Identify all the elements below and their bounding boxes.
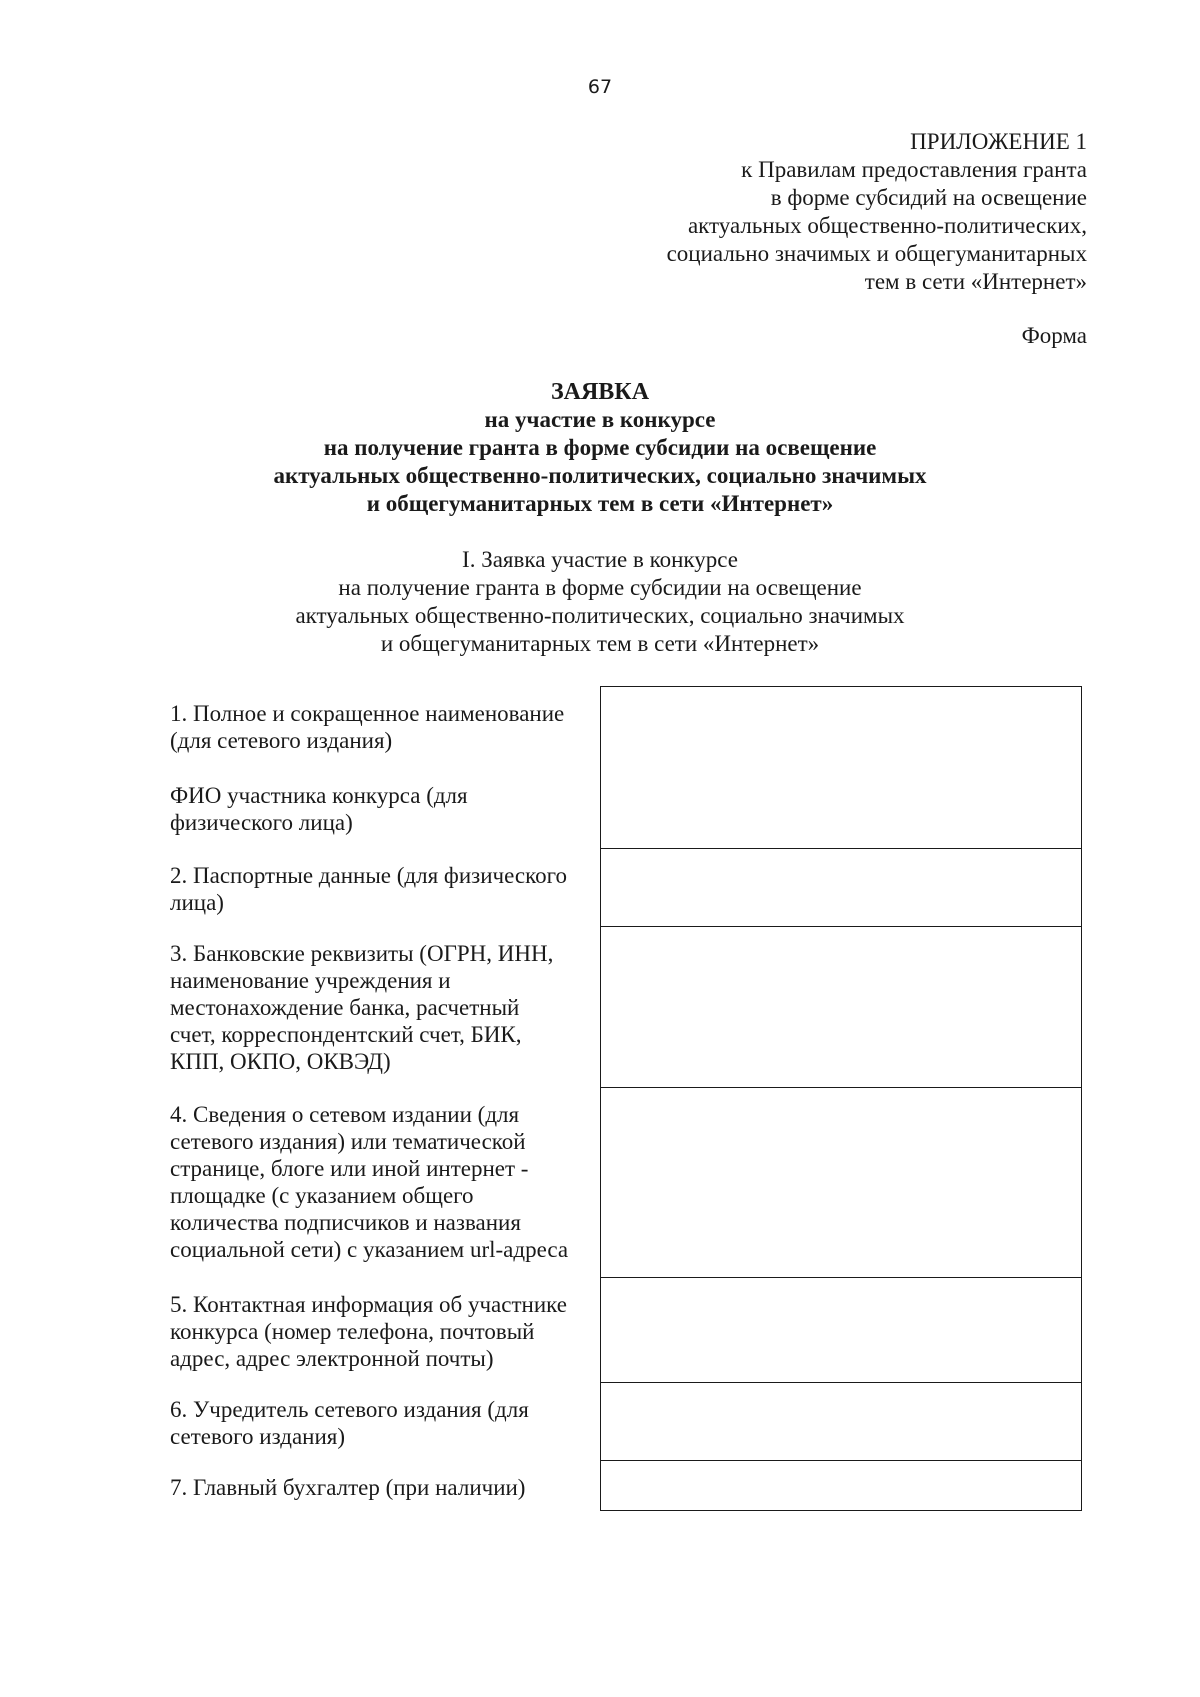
label-line: 1. Полное и сокращенное наименование — [170, 700, 565, 726]
title-line: актуальных общественно-политических, социально значимых — [273, 463, 927, 488]
bank-details-input-cell[interactable] — [601, 927, 1082, 1088]
label-line: конкурса (номер телефона, почтовый — [170, 1318, 535, 1344]
label-line: площадке (с указанием общего — [170, 1182, 474, 1208]
label-line: 4. Сведения о сетевом издании (для — [170, 1101, 520, 1127]
founder-input-cell[interactable] — [601, 1383, 1082, 1461]
label-line: социальной сети) с указанием url-адреса — [170, 1236, 569, 1262]
title-line: на участие в конкурсе — [484, 407, 716, 432]
appendix-line: к Правилам предоставления гранта — [741, 157, 1087, 182]
form-row — [170, 1461, 1082, 1511]
appendix-line: в форме субсидий на освещение — [770, 185, 1087, 210]
form-row — [170, 1088, 1082, 1278]
label-line: физического лица) — [170, 809, 353, 835]
appendix-line: тем в сети «Интернет» — [864, 269, 1087, 294]
section-line: актуальных общественно-политических, социально значимых — [295, 603, 905, 628]
field-label — [170, 1278, 601, 1383]
field-label — [170, 927, 601, 1088]
appendix-line: ПРИЛОЖЕНИЕ 1 — [910, 129, 1087, 154]
passport-input-cell[interactable] — [601, 849, 1082, 927]
label-line: сетевого издания) или тематической — [170, 1128, 526, 1154]
accountant-input-cell[interactable] — [601, 1461, 1082, 1511]
label-line: 3. Банковские реквизиты (ОГРН, ИНН, — [170, 940, 554, 966]
appendix-line: социально значимых и общегуманитарных — [666, 241, 1087, 266]
field-label — [170, 1383, 601, 1461]
label-line: 7. Главный бухгалтер (при наличии) — [170, 1474, 526, 1500]
field-label — [170, 687, 601, 849]
label-line: КПП, ОКПО, ОКВЭД) — [170, 1048, 391, 1074]
section-line: I. Заявка участие в конкурсе — [462, 547, 738, 572]
form-row — [170, 927, 1082, 1088]
form-row — [170, 1278, 1082, 1383]
field-label — [170, 1088, 601, 1278]
label-line: местонахождение банка, расчетный — [170, 994, 520, 1020]
contact-input-cell[interactable] — [601, 1278, 1082, 1383]
title-main: ЗАЯВКА — [550, 379, 650, 405]
title-line: и общегуманитарных тем в сети «Интернет» — [366, 491, 834, 516]
appendix-header — [667, 128, 1087, 296]
label-line: (для сетевого издания) — [170, 727, 393, 753]
form-label: Форма — [1021, 323, 1087, 348]
label-line: 6. Учредитель сетевого издания (для — [170, 1396, 529, 1422]
label-line: адрес, адрес электронной почты) — [170, 1345, 494, 1371]
label-line: ФИО участника конкурса (для — [170, 782, 468, 808]
form-row — [170, 849, 1082, 927]
field-label — [170, 849, 601, 927]
form-row — [170, 687, 1082, 849]
section-line: на получение гранта в форме субсидии на освещение — [338, 575, 862, 600]
label-line: наименование учреждения и — [170, 967, 451, 993]
label-line: сетевого издания) — [170, 1423, 346, 1449]
label-line: странице, блоге или иной интернет - — [170, 1155, 529, 1181]
media-info-input-cell[interactable] — [601, 1088, 1082, 1278]
label-line: 2. Паспортные данные (для физического — [170, 862, 567, 888]
label-line: 5. Контактная информация об участнике — [170, 1291, 567, 1317]
page-number: 67 — [587, 76, 613, 98]
label-line: лица) — [170, 889, 224, 915]
label-line: счет, корреспондентский счет, БИК, — [170, 1021, 522, 1047]
application-form-table — [170, 686, 1082, 1511]
appendix-line: актуальных общественно-политических, — [687, 213, 1087, 238]
section-line: и общегуманитарных тем в сети «Интернет» — [380, 631, 820, 656]
form-row — [170, 1383, 1082, 1461]
document-title — [0, 378, 1200, 518]
section-heading — [0, 546, 1200, 658]
name-input-cell[interactable] — [601, 687, 1082, 849]
title-line: на получение гранта в форме субсидии на освещение — [323, 435, 877, 460]
label-line: количества подписчиков и названия — [170, 1209, 521, 1235]
field-label — [170, 1461, 601, 1511]
